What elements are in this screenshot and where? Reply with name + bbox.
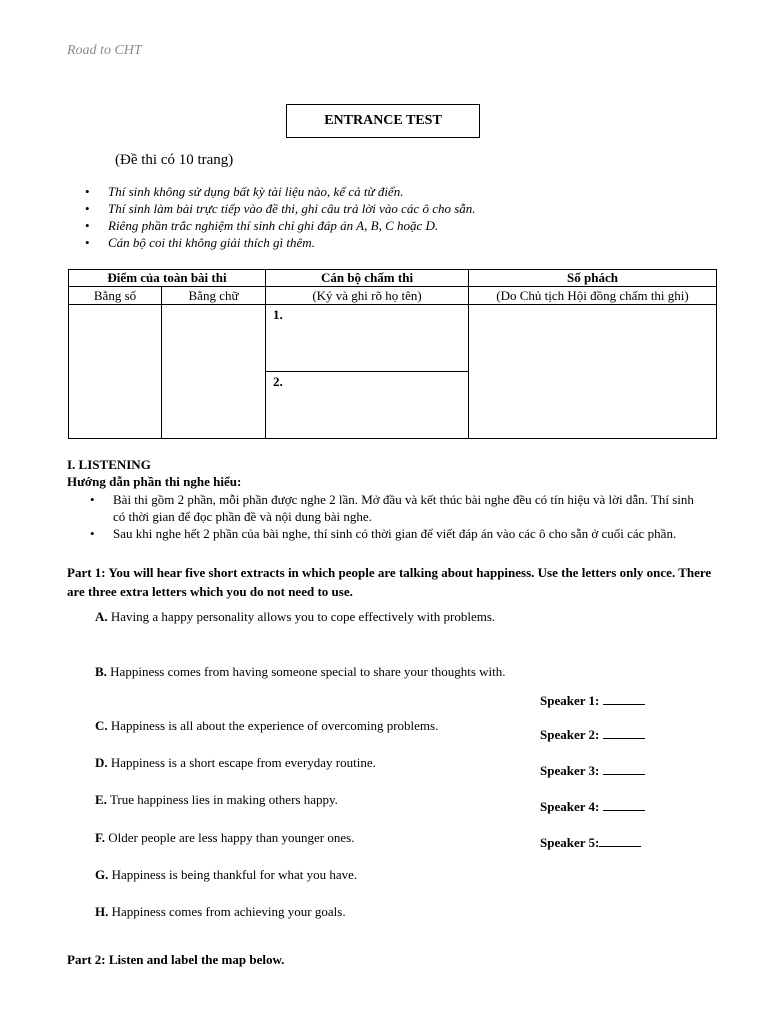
header-grader: Cán bộ chấm thi (266, 270, 469, 287)
guide-item: • Bài thi gồm 2 phần, mỗi phần được nghe 2 lần. Mở đầu và kết thúc bài nghe đều có tín hiệu và lời dẫn. Thí sinh có thời gian để đọc phần đề và nội dung bài nghe. (90, 491, 702, 525)
test-title: ENTRANCE TEST (324, 113, 442, 128)
option-text: Older people are less happy than younger ones. (108, 830, 355, 845)
speaker-2-answer (540, 726, 645, 743)
page-count-note: (Đề thi có 10 trang) (115, 152, 234, 168)
speaker-label: Speaker 2: (540, 727, 600, 742)
speaker-1-answer (540, 692, 645, 709)
rule-item: • Cán bộ coi thi không giải thích gì thêm. (85, 234, 476, 251)
score-words-cell[interactable] (162, 305, 266, 439)
option-letter: C. (95, 718, 108, 733)
speaker-label: Speaker 3: (540, 763, 600, 778)
option-b (95, 663, 525, 680)
guide-item: • Sau khi nghe hết 2 phần của bài nghe, thí sinh có thời gian để viết đáp án vào các ô cho sẵn ở cuối các phần. (90, 525, 702, 542)
header-code: Số phách (469, 270, 717, 287)
listening-section-title: I. LISTENING (67, 457, 151, 472)
rule-item: • Thí sinh không sử dụng bất kỳ tài liệu nào, kể cả từ điển. (85, 183, 476, 200)
exam-rules-list (85, 183, 476, 251)
subheader-grader: (Ký và ghi rõ họ tên) (266, 287, 469, 305)
option-c (95, 717, 525, 734)
subheader-words: Bằng chữ (162, 287, 266, 305)
speaker-4-answer (540, 798, 645, 815)
header-note: Road to CHT (67, 43, 142, 58)
speaker-5-answer (540, 834, 641, 851)
score-table (68, 269, 717, 439)
speaker-label: Speaker 5: (540, 835, 600, 850)
answer-blank[interactable] (603, 762, 645, 775)
option-h (95, 903, 525, 920)
option-letter: B. (95, 664, 107, 679)
option-letter: D. (95, 755, 108, 770)
option-letter: H. (95, 904, 109, 919)
answer-blank[interactable] (603, 726, 645, 739)
option-letter: F. (95, 830, 105, 845)
subheader-number: Bằng số (69, 287, 162, 305)
rule-item: • Riêng phần trắc nghiệm thí sinh chỉ ghi đáp án A, B, C hoặc D. (85, 217, 476, 234)
part1-instruction: Part 1: You will hear five short extracts in which people are talking about happiness. Use the letters only once. There are three extra letters which you do not need to use. (67, 565, 712, 599)
option-letter: A. (95, 609, 108, 624)
option-text: Happiness is a short escape from everyday routine. (110, 755, 376, 770)
speaker-label: Speaker 1: (540, 693, 600, 708)
test-title-box (286, 104, 480, 138)
listening-guide-title: Hướng dẫn phần thi nghe hiểu: (67, 474, 242, 489)
speaker-label: Speaker 4: (540, 799, 600, 814)
option-e (95, 791, 525, 808)
option-d (95, 754, 525, 771)
code-cell[interactable] (469, 305, 717, 439)
grader-2-box[interactable] (266, 372, 468, 438)
speaker-3-answer (540, 762, 645, 779)
answer-blank[interactable] (603, 692, 645, 705)
option-letter: E. (95, 792, 107, 807)
part2-instruction: Part 2: Listen and label the map below. (67, 952, 285, 967)
score-number-cell[interactable] (69, 305, 162, 439)
answer-blank[interactable] (599, 834, 641, 847)
header-total-score: Điểm của toàn bài thi (69, 270, 266, 287)
option-text: Happiness comes from having someone special to share your thoughts with. (110, 664, 506, 679)
subheader-code: (Do Chủ tịch Hội đồng chấm thi ghi) (469, 287, 717, 305)
option-g (95, 866, 525, 883)
option-a (95, 608, 525, 625)
listening-guide-list (90, 491, 702, 542)
option-text: Happiness is all about the experience of overcoming problems. (110, 718, 439, 733)
option-text: Having a happy personality allows you to cope effectively with problems. (110, 609, 496, 624)
option-text: Happiness comes from achieving your goals. (111, 904, 346, 919)
option-text: True happiness lies in making others happy. (109, 792, 338, 807)
answer-blank[interactable] (603, 798, 645, 811)
grader-1-box[interactable] (266, 305, 468, 372)
option-text: Happiness is being thankful for what you have. (111, 867, 358, 882)
grader-2-label: 2. (273, 374, 283, 389)
rule-item: • Thí sinh làm bài trực tiếp vào đề thi, ghi câu trả lời vào các ô cho sẵn. (85, 200, 476, 217)
option-f (95, 829, 525, 846)
grader-cell (266, 305, 469, 439)
option-letter: G. (95, 867, 109, 882)
grader-1-label: 1. (273, 307, 283, 322)
